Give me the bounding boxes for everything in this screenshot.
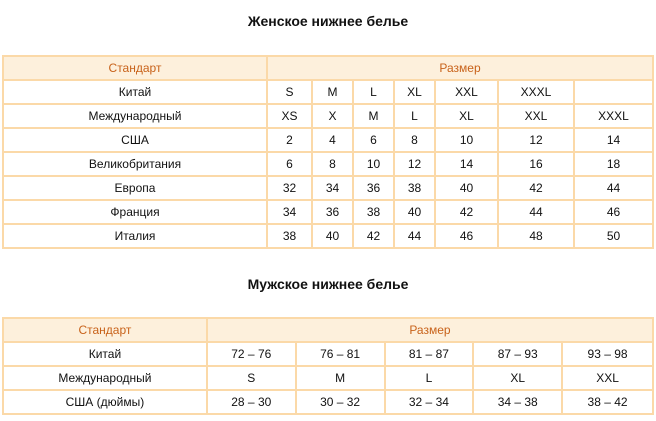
size-cell: X — [313, 105, 354, 129]
table-row — [4, 391, 652, 413]
table-row — [4, 201, 652, 225]
table-row — [4, 343, 652, 367]
size-cell: M — [313, 81, 354, 105]
size-cell: 38 – 42 — [563, 391, 652, 413]
men-underwear-title: Мужское нижнее белье — [247, 276, 409, 292]
header-standard: Стандарт — [4, 57, 268, 81]
size-cell: 40 — [436, 177, 499, 201]
size-cell: 32 – 34 — [386, 391, 475, 413]
size-cell: 38 — [395, 177, 436, 201]
row-label: Международный — [4, 367, 208, 391]
size-cell: 34 — [268, 201, 313, 225]
size-cell: 42 — [499, 177, 575, 201]
size-cell: 42 — [436, 201, 499, 225]
size-cell: 81 – 87 — [386, 343, 475, 367]
size-cell: 38 — [354, 201, 395, 225]
row-label: Европа — [4, 177, 268, 201]
size-cell: 36 — [313, 201, 354, 225]
size-cell: 10 — [354, 153, 395, 177]
row-label: Италия — [4, 225, 268, 247]
table-row — [4, 129, 652, 153]
size-cell: 40 — [395, 201, 436, 225]
size-cell: 16 — [499, 153, 575, 177]
size-cell: L — [386, 367, 475, 391]
size-cell: L — [354, 81, 395, 105]
size-cell: XS — [268, 105, 313, 129]
size-cell: XL — [474, 367, 563, 391]
size-cell: 40 — [313, 225, 354, 247]
size-cell: 8 — [395, 129, 436, 153]
row-label: Китай — [4, 81, 268, 105]
row-label: Международный — [4, 105, 268, 129]
header-size: Размер — [268, 57, 652, 81]
size-cell: 6 — [268, 153, 313, 177]
size-cell: 30 – 32 — [297, 391, 386, 413]
size-cell: 46 — [575, 201, 652, 225]
table-row — [4, 177, 652, 201]
women-underwear-title: Женское нижнее белье — [247, 13, 409, 29]
size-cell: XXXL — [575, 105, 652, 129]
row-label: Франция — [4, 201, 268, 225]
size-cell: 34 – 38 — [474, 391, 563, 413]
size-cell: XXL — [499, 105, 575, 129]
size-cell: 44 — [499, 201, 575, 225]
size-cell: M — [297, 367, 386, 391]
size-cell: 72 – 76 — [208, 343, 297, 367]
size-cell: 14 — [575, 129, 652, 153]
row-label: Китай — [4, 343, 208, 367]
size-cell: XXL — [563, 367, 652, 391]
size-cell: 50 — [575, 225, 652, 247]
row-label: Великобритания — [4, 153, 268, 177]
size-cell: 10 — [436, 129, 499, 153]
size-cell: 14 — [436, 153, 499, 177]
men-size-table — [2, 317, 654, 415]
size-cell — [575, 81, 652, 105]
table-row — [4, 81, 652, 105]
size-cell: 42 — [354, 225, 395, 247]
size-cell: 36 — [354, 177, 395, 201]
size-cell: 46 — [436, 225, 499, 247]
women-size-table — [2, 55, 654, 249]
size-cell: XL — [395, 81, 436, 105]
size-cell: L — [395, 105, 436, 129]
table-row — [4, 367, 652, 391]
women-header-row — [4, 57, 652, 81]
header-size: Размер — [208, 319, 652, 343]
size-cell: 44 — [575, 177, 652, 201]
size-cell: XXXL — [499, 81, 575, 105]
header-standard: Стандарт — [4, 319, 208, 343]
row-label: США — [4, 129, 268, 153]
row-label: США (дюймы) — [4, 391, 208, 413]
size-cell: XL — [436, 105, 499, 129]
size-cell: 8 — [313, 153, 354, 177]
men-header-row — [4, 319, 652, 343]
size-cell: S — [268, 81, 313, 105]
size-cell: 28 – 30 — [208, 391, 297, 413]
size-cell: S — [208, 367, 297, 391]
size-cell: M — [354, 105, 395, 129]
size-cell: 44 — [395, 225, 436, 247]
table-row — [4, 105, 652, 129]
size-cell: 93 – 98 — [563, 343, 652, 367]
size-cell: 12 — [499, 129, 575, 153]
table-row — [4, 225, 652, 247]
size-cell: 6 — [354, 129, 395, 153]
size-cell: 48 — [499, 225, 575, 247]
table-row — [4, 153, 652, 177]
size-cell: XXL — [436, 81, 499, 105]
size-cell: 4 — [313, 129, 354, 153]
size-cell: 2 — [268, 129, 313, 153]
size-cell: 34 — [313, 177, 354, 201]
size-cell: 87 – 93 — [474, 343, 563, 367]
size-cell: 38 — [268, 225, 313, 247]
size-cell: 76 – 81 — [297, 343, 386, 367]
size-cell: 32 — [268, 177, 313, 201]
size-cell: 18 — [575, 153, 652, 177]
size-cell: 12 — [395, 153, 436, 177]
